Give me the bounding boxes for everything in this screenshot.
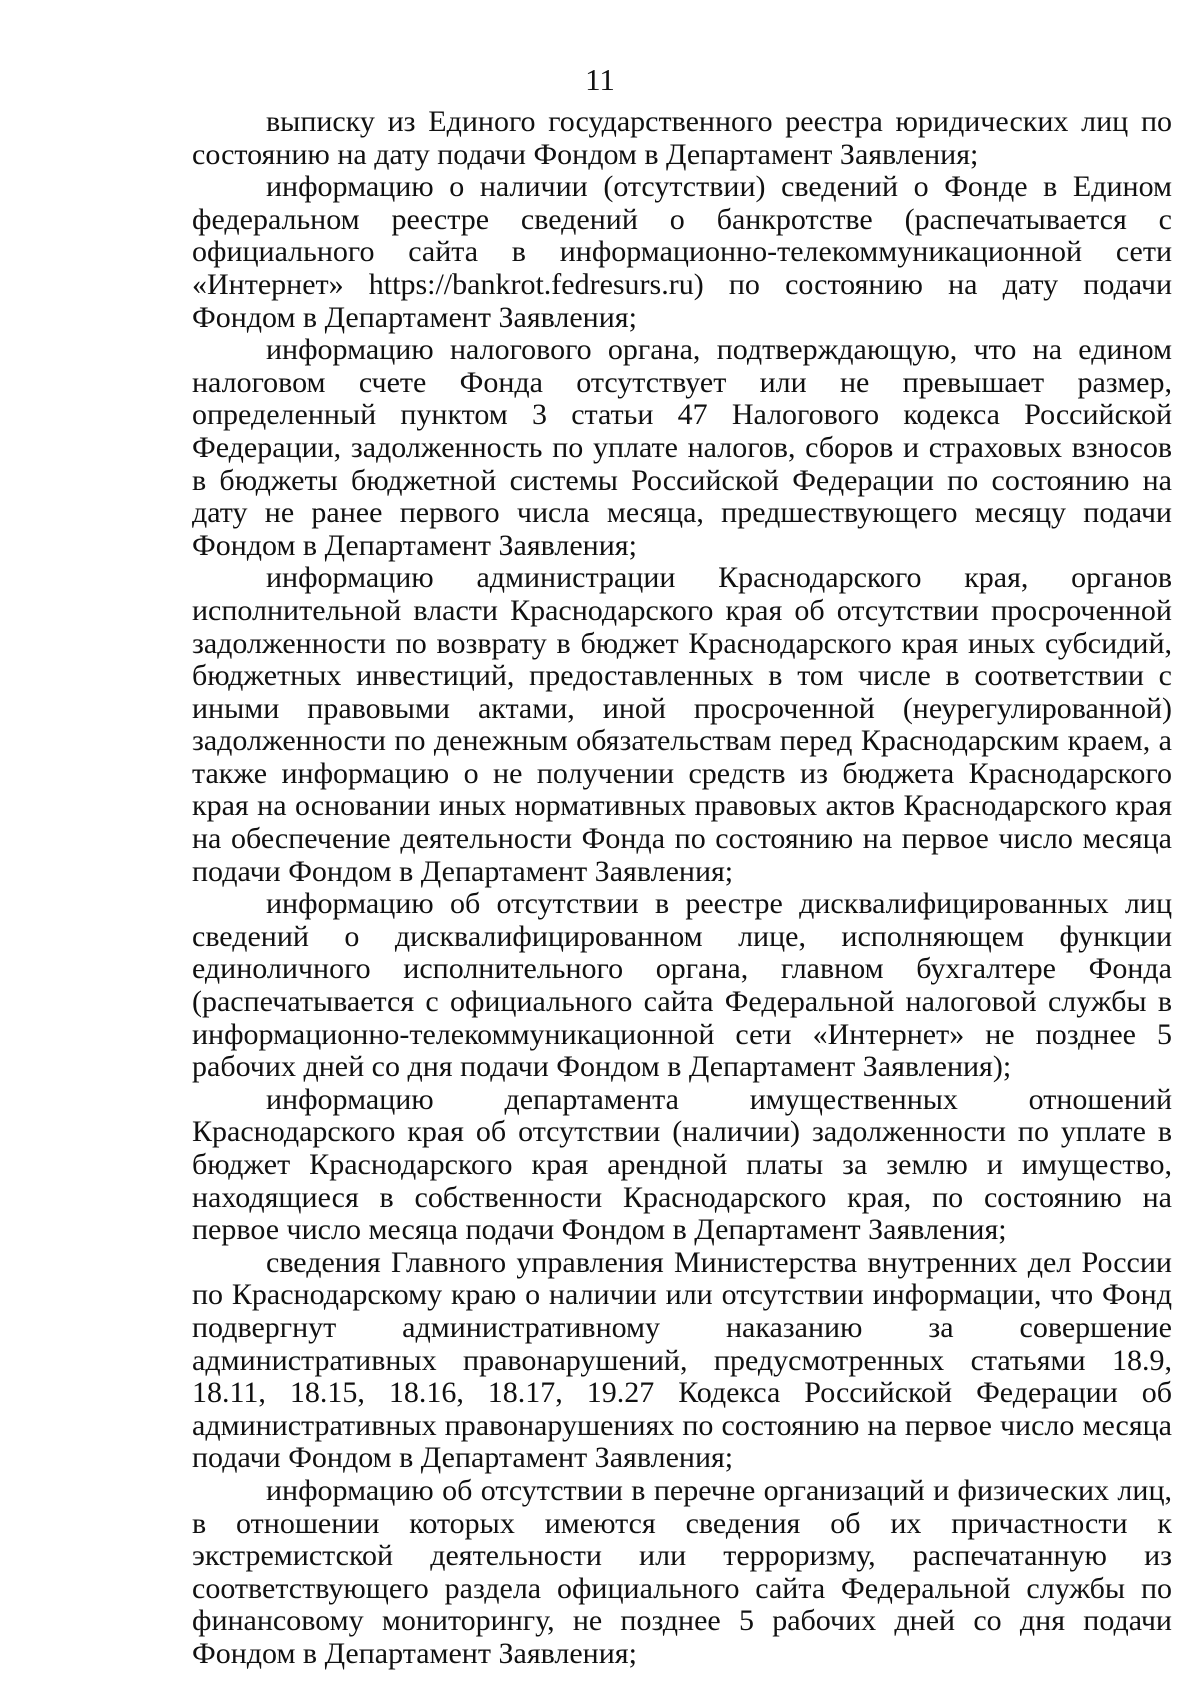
paragraph-egrul-extract: выписку из Единого государственного реестра юридических лиц по состоянию на дату подачи Фондом в Департамент Заявления;: [192, 105, 1172, 171]
page-number: 11: [585, 62, 615, 97]
document-body: [192, 106, 1172, 1671]
paragraph-bankruptcy-registry: информацию о наличии (отсутствии) сведений о Фонде в Едином федеральном реестре сведений о банкротстве (распечатывается с официального сайта в информационно-телекоммуникационной сети «Интернет» https://bankrot.fedresurs.ru) по состоянию на дату подачи Фондом в Департамент Заявления;: [192, 170, 1172, 334]
paragraph-tax-authority: информацию налогового органа, подтверждающую, что на едином налоговом счете Фонда отсутствует или не превышает размер, определенный пунктом 3 статьи 47 Налогового кодекса Российской Федерации, задолженность по уплате налогов, сборов и страховых взносов в бюджеты бюджетной системы Российской Федерации по состоянию на дату не ранее первого числа месяца, предшествующего месяцу подачи Фондом в Департамент Заявления;: [192, 333, 1172, 562]
paragraph-property-relations: информацию департамента имущественных отношений Краснодарского края об отсутствии (наличии) задолженности по уплате в бюджет Краснодарского края арендной платы за землю и имущество, находящиеся в собственности Краснодарского края, по состоянию на первое число месяца подачи Фондом в Департамент Заявления;: [192, 1082, 1172, 1247]
paragraph-regional-administration: информацию администрации Краснодарского края, органов исполнительной власти Краснодарского края об отсутствии просроченной задолженности по возврату в бюджет Краснодарского края иных субсидий, бюджетных инвестиций, предоставленных в том числе в соответствии с иными правовыми актами, иной просроченной (неурегулированной) задолженности по денежным обязательствам перед Краснодарским краем, а также информацию о не получении средств из бюджета Краснодарского края на основании иных нормативных правовых актов Краснодарского края на обеспечение деятельности Фонда по состоянию на первое число месяца подачи Фондом в Департамент Заявления;: [192, 561, 1172, 888]
paragraph-disqualified-persons: информацию об отсутствии в реестре дисквалифицированных лиц сведений о дисквалифицированном лице, исполняющем функции единоличного исполнительного органа, главном бухгалтере Фонда (распечатывается с официального сайта Федеральной налоговой службы в информационно-телекоммуникационной сети «Интернет» не позднее 5 рабочих дней со дня подачи Фондом в Департамент Заявления);: [192, 887, 1172, 1084]
paragraph-extremism-list: информацию об отсутствии в перечне организаций и физических лиц, в отношении которых имеются сведения об их причастности к экстремистской деятельности или терроризму, распечатанную из соответствующего раздела официального сайта Федеральной службы по финансовому мониторингу, не позднее 5 рабочих дней со дня подачи Фондом в Департамент Заявления;: [192, 1473, 1172, 1670]
paragraph-interior-ministry: сведения Главного управления Министерства внутренних дел России по Краснодарскому краю о наличии или отсутствии информации, что Фонд подвергнут административному наказанию за совершение административных правонарушений, предусмотренных статьями 18.9, 18.11, 18.15, 18.16, 18.17, 19.27 Кодекса Российской Федерации об административных правонарушениях по состоянию на первое число месяца подачи Фондом в Департамент Заявления;: [192, 1245, 1172, 1475]
